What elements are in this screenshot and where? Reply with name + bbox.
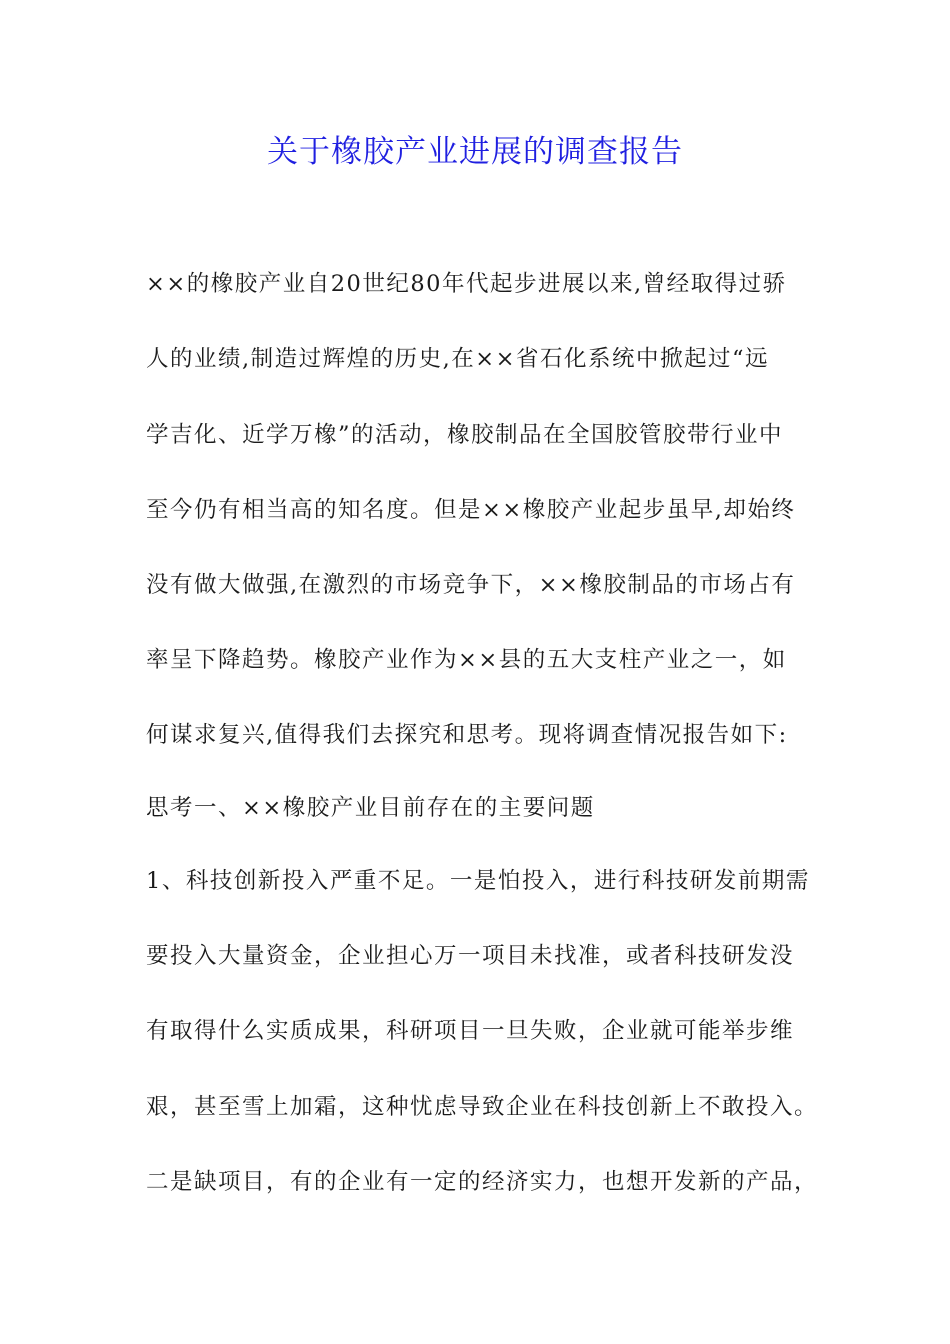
body-line: 没有做大做强,在激烈的市场竞争下，××橡胶制品的市场占有 (146, 572, 796, 598)
document-title: 关于橡胶产业进展的调查报告 (267, 134, 683, 170)
body-line: 有取得什么实质成果，科研项目一旦失败，企业就可能举步维 (146, 1018, 795, 1044)
body-line: 艰，甚至雪上加霜，这种忧虑导致企业在科技创新上不敢投入。 (146, 1094, 819, 1120)
body-line: 二是缺项目，有的企业有一定的经济实力，也想开发新的产品， (146, 1169, 819, 1195)
body-line: 至今仍有相当高的知名度。但是××橡胶产业起步虽早,却始终 (146, 497, 796, 523)
section-heading: 思考一、××橡胶产业目前存在的主要问题 (146, 795, 595, 821)
body-line: 要投入大量资金，企业担心万一项目未找准，或者科技研发没 (146, 943, 795, 969)
body-line: 学吉化、近学万橡”的活动，橡胶制品在全国胶管胶带行业中 (146, 422, 784, 448)
body-line: 人的业绩,制造过辉煌的历史,在××省石化系统中掀起过“远 (146, 346, 770, 372)
body-line: ××的橡胶产业自20世纪80年代起步进展以来,曾经取得过骄 (146, 271, 787, 297)
body-line: 率呈下降趋势。橡胶产业作为××县的五大支柱产业之一，如 (146, 647, 787, 673)
body-line: 何谋求复兴,值得我们去探究和思考。现将调查情况报告如下: (146, 722, 788, 748)
body-line: 1、科技创新投入严重不足。一是怕投入，进行科技研发前期需 (146, 868, 810, 894)
